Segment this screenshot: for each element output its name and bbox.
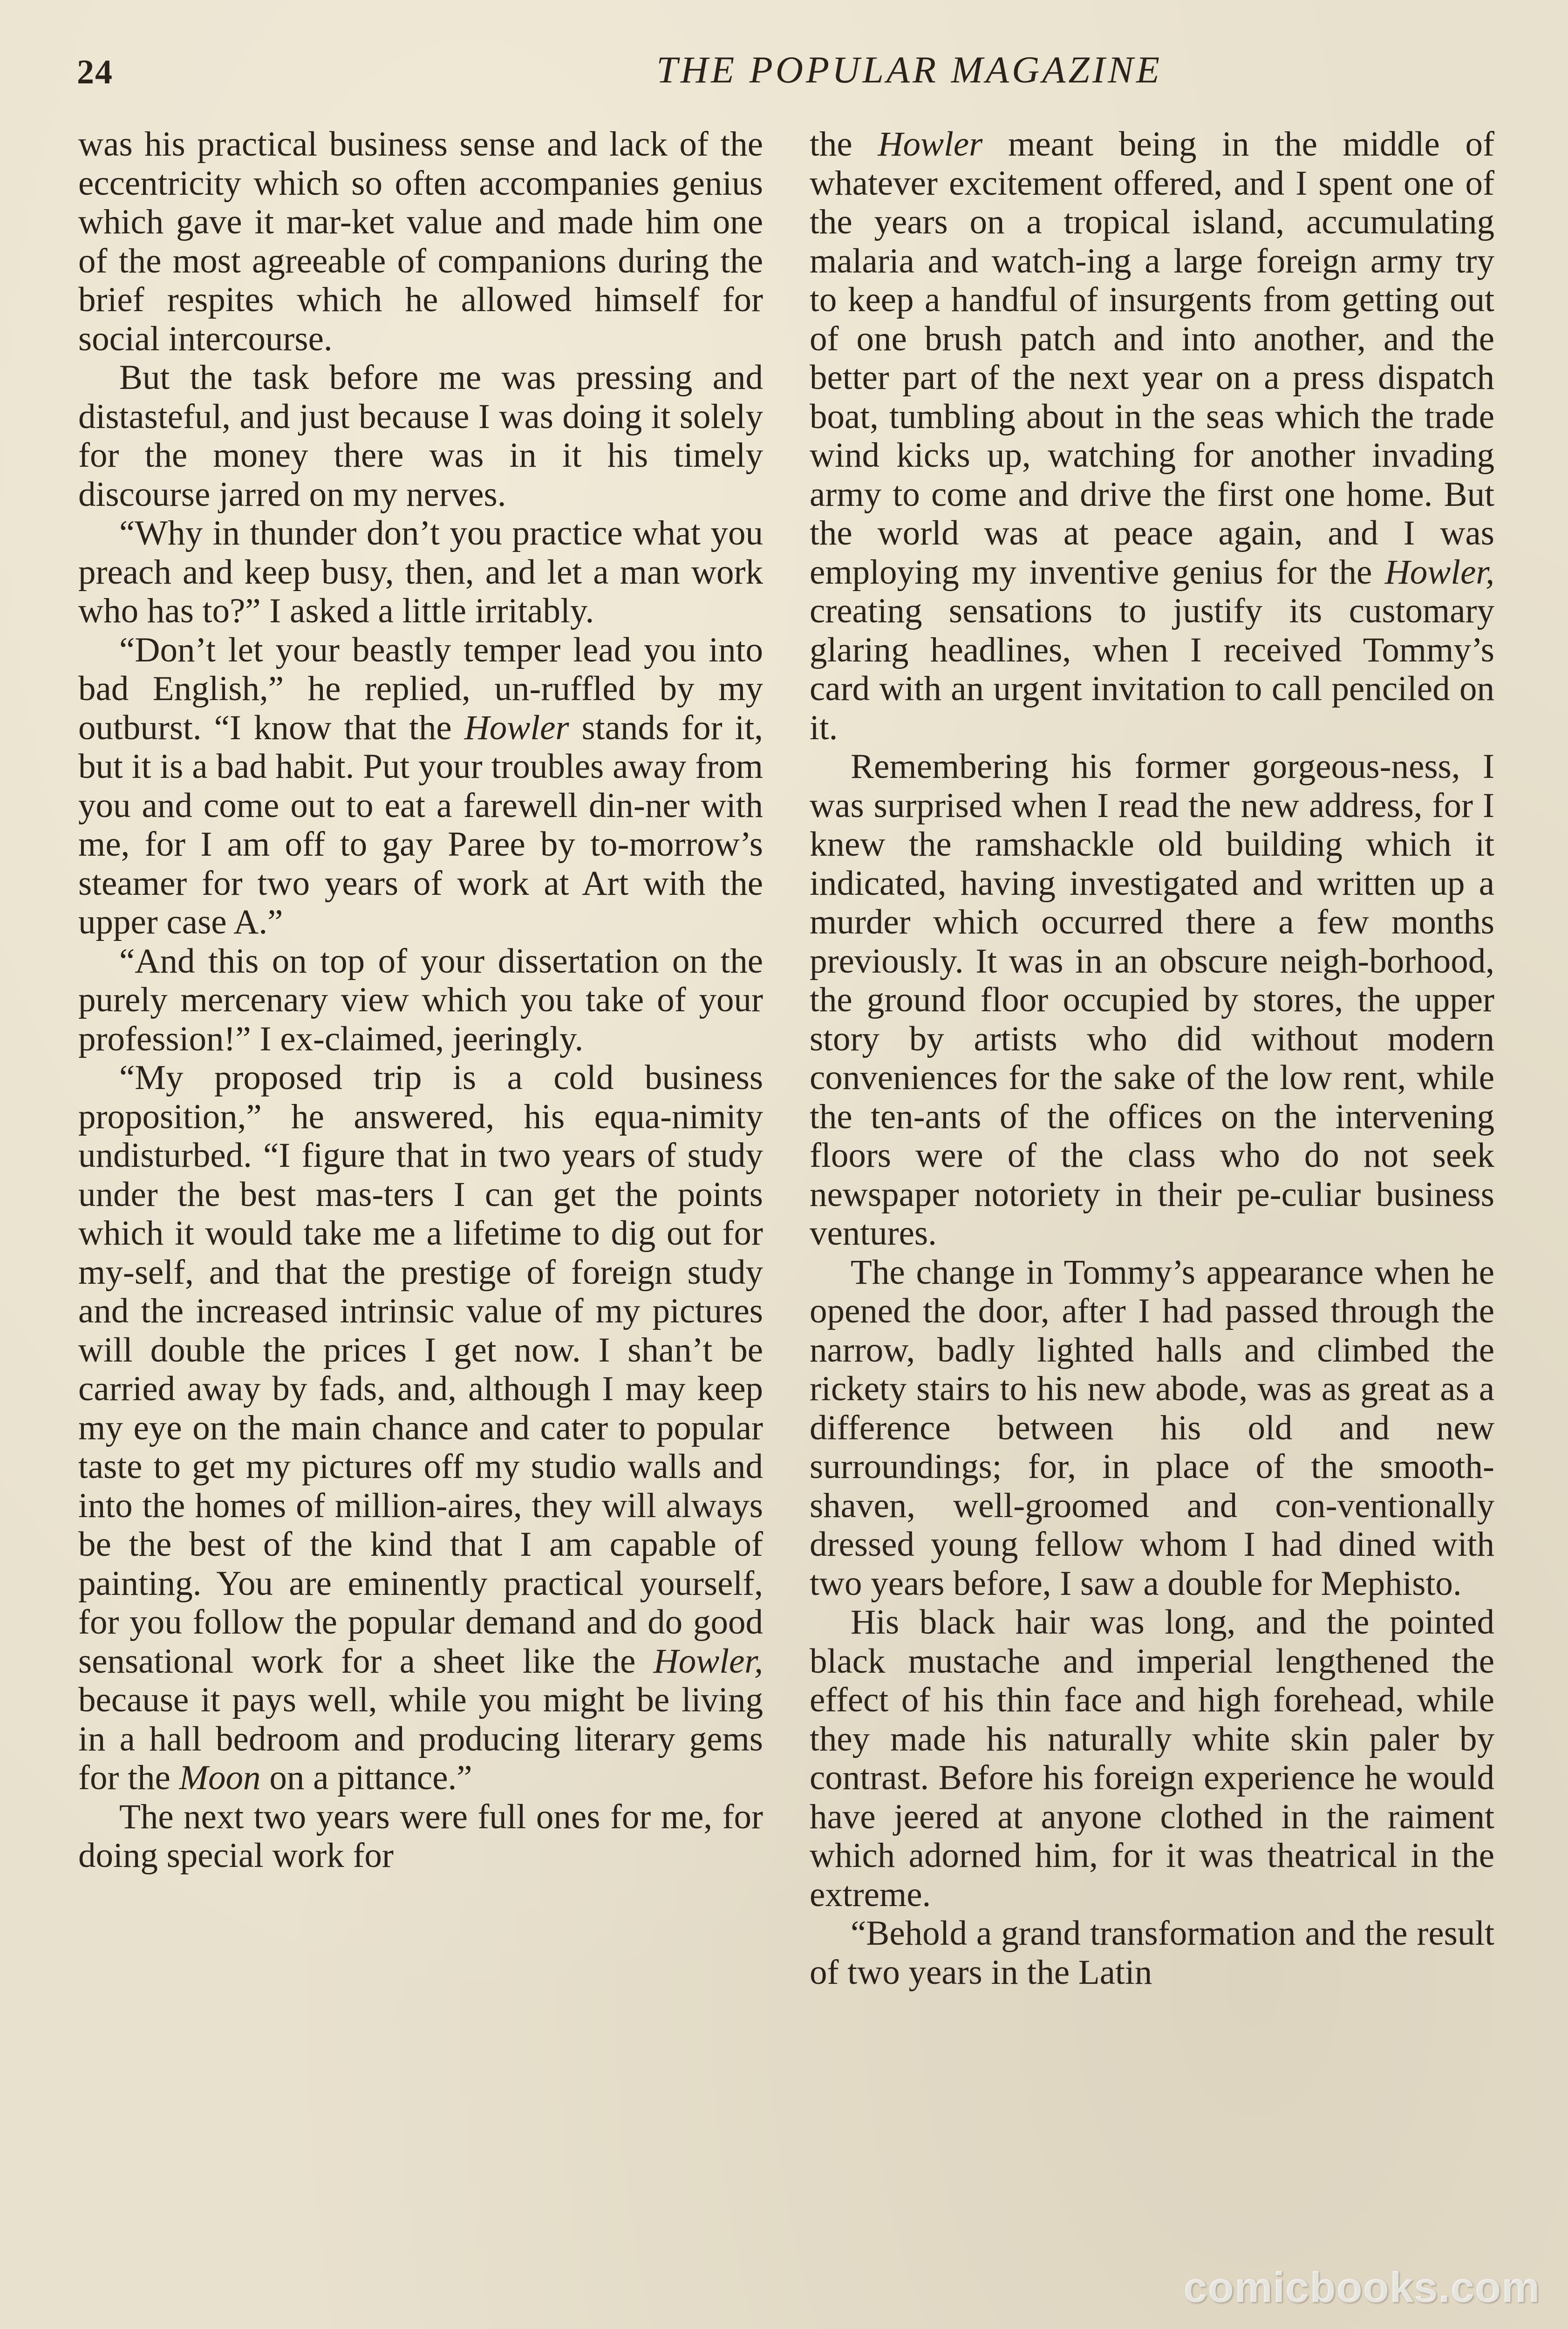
text-run: stands for it, but it is a bad habit. Put your troubles away from you and come out to eat a farewell din-ner with me, for I am off to gay Paree by to-morrow’s steamer for two years of work at Art with the upper case A.” bbox=[78, 708, 763, 941]
paragraph bbox=[810, 125, 1494, 747]
paragraph: “And this on top of your dissertation on the purely mercenary view which you take of your profession!” I ex-claimed, jeeringly. bbox=[78, 941, 763, 1058]
paragraph: “Why in thunder don’t you practice what you preach and keep busy, then, and let a man work who has to?” I asked a little irritably. bbox=[78, 514, 763, 630]
paragraph: was his practical business sense and lack of the eccentricity which so often accompanies genius which gave it mar-ket value and made him one of the most agreeable of companions during the brief respites which he allowed himself for social intercourse. bbox=[78, 125, 763, 358]
text-run: the bbox=[810, 125, 878, 163]
text-run: because it pays well, while you might be living in a hall bedroom and producing literary gems for the bbox=[78, 1681, 763, 1797]
paragraph: The change in Tommy’s appearance when he opened the door, after I had passed through the narrow, badly lighted halls and climbed the rickety stairs to his new abode, was as great as a difference between his old and new surroundings; for, in place of the smooth-shaven, well-groomed and con-ventionally dressed young fellow whom I had dined with two years before, I saw a double for Mephisto. bbox=[810, 1253, 1494, 1603]
italic-title: Howler, bbox=[653, 1641, 763, 1681]
paragraph: Remembering his former gorgeous-ness, I was surprised when I read the new address, for I knew the ramshackle old building which it indicated, having investigated and written up a murder which occurred there a few months previously. It was in an obscure neigh-borhood, the ground floor occupied by stores, the upper story by artists who did without modern conveniences for the sake of the low rent, while the ten-ants of the offices on the intervening floors were of the class who do not seek newspaper notoriety in their pe-culiar business ventures. bbox=[810, 747, 1494, 1253]
right-column bbox=[810, 125, 1494, 1992]
italic-title: Moon bbox=[179, 1758, 261, 1797]
text-run: “My proposed trip is a cold business proposition,” he answered, his equa-nimity undisturbed. “I figure that in two years of study under the best mas-ters I can get the points which it would take me a lifetime to dig out for my-self, and that the prestige of foreign study and the increased intrinsic value of my pictures will double the prices I get now. I shan’t be carried away by fads, and, although I may keep my eye on the main chance and cater to popular taste to get my pictures off my studio walls and into the homes of million-aires, they will always be the best of the kind that I am capable of painting. You are eminently practical yourself, for you follow the popular demand and do good sensational work for a sheet like the bbox=[78, 1058, 763, 1681]
paragraph: The next two years were full ones for me, for doing special work for bbox=[78, 1797, 763, 1875]
paragraph: His black hair was long, and the pointed black mustache and imperial lengthened the effect of his thin face and high forehead, while they made his naturally white skin paler by contrast. Before his foreign experience he would have jeered at anyone clothed in the raiment which adorned him, for it was theatrical in the extreme. bbox=[810, 1603, 1494, 1914]
italic-title: Howler, bbox=[1384, 552, 1494, 592]
page-header bbox=[77, 44, 1493, 95]
italic-title: Howler bbox=[878, 125, 983, 163]
paragraph bbox=[78, 1058, 763, 1798]
paragraph: But the task before me was pressing and distasteful, and just because I was doing it solely for the money there was in it his timely discourse jarred on my nerves. bbox=[78, 358, 763, 514]
text-run: meant being in the middle of whatever excitement offered, and I spent one of the years on a tropical island, accumulating malaria and watch-ing a large foreign army try to keep a handful of insurgents from getting out of one brush patch and into another, and the better part of the next year on a press dispatch boat, tumbling about in the seas which the trade wind kicks up, watching for another invading army to come and drive the first one home. But the world was at peace again, and I was employing my inventive genius for the bbox=[810, 125, 1494, 592]
running-title: THE POPULAR MAGAZINE bbox=[656, 48, 1162, 91]
text-run: “Don’t let your beastly temper lead you into bad English,” he replied, un-ruffled by my outburst. “I know that the bbox=[78, 630, 763, 747]
text-run: creating sensations to justify its customary glaring headlines, when I received Tommy’s card with an urgent invitation to call penciled on it. bbox=[810, 592, 1494, 747]
watermark-text: comicbooks.com bbox=[1183, 2264, 1540, 2311]
paragraph bbox=[78, 631, 763, 942]
text-run: on a pittance.” bbox=[260, 1758, 472, 1797]
left-column bbox=[78, 125, 763, 1875]
paragraph: “Behold a grand transformation and the result of two years in the Latin bbox=[810, 1914, 1494, 1992]
page-number: 24 bbox=[77, 53, 113, 91]
italic-title: Howler bbox=[464, 708, 569, 747]
